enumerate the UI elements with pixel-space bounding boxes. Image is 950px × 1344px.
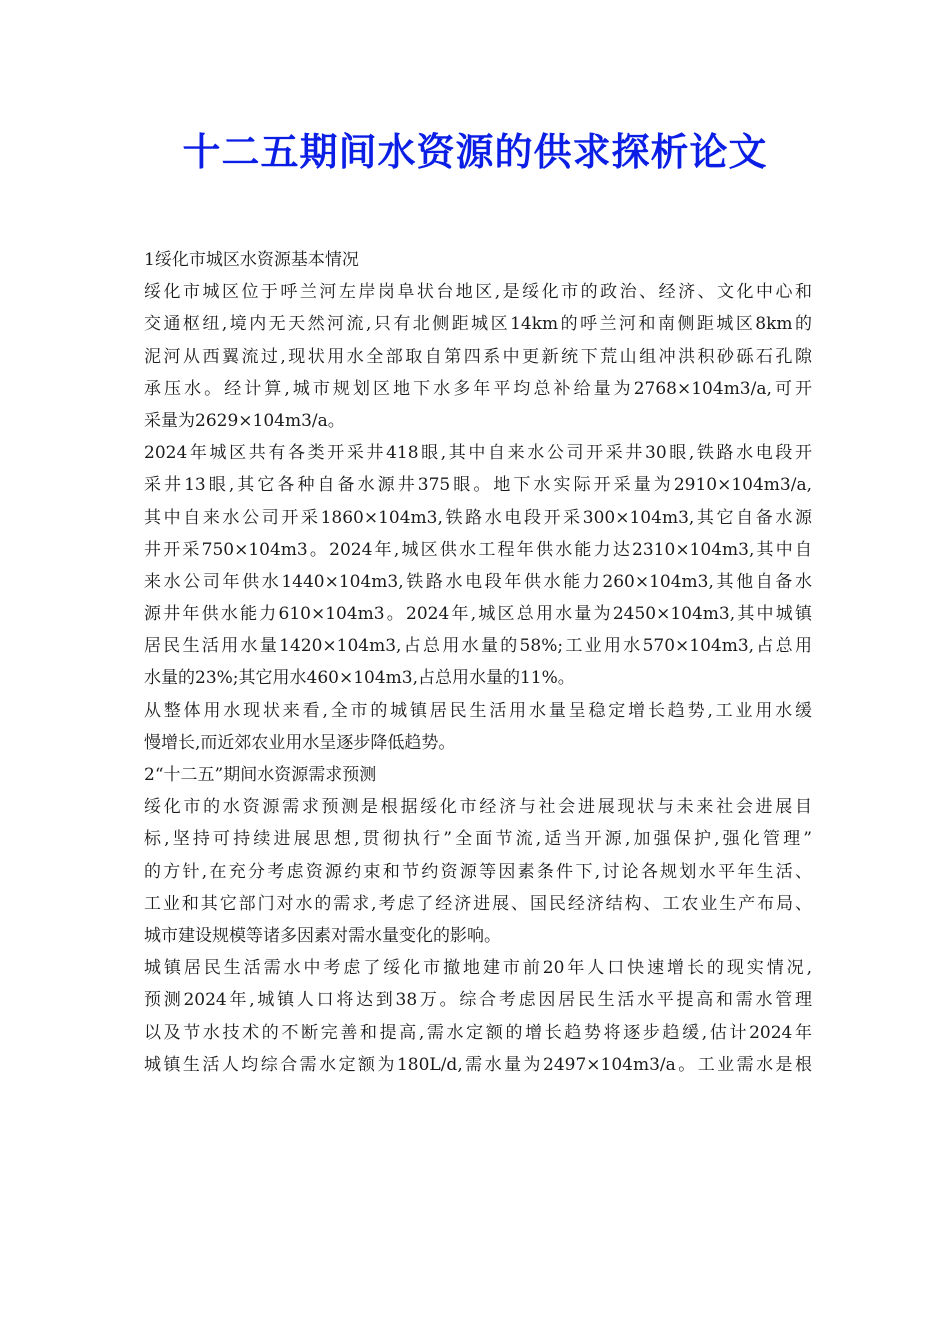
body-line: 城镇居民生活需水中考虑了绥化市撤地建市前20年人口快速增长的现实情况, xyxy=(144,958,812,979)
body-line: 工业和其它部门对水的需求,考虑了经济进展、国民经济结构、工农业生产布局、 xyxy=(144,893,812,914)
body-line: 来水公司年供水1440×104m3,铁路水电段年供水能力260×104m3,其他自备水 xyxy=(144,571,812,592)
body-line: 其中自来水公司开采1860×104m3,铁路水电段开采300×104m3,其它自备水源 xyxy=(144,507,812,528)
body-line: 标,坚持可持续进展思想,贯彻执行”全面节流,适当开源,加强保护,强化管理” xyxy=(144,829,812,850)
body-line: 1绥化市城区水资源基本情况 xyxy=(144,250,359,270)
body-line: 居民生活用水量1420×104m3,占总用水量的58%;工业用水570×104m3,占总用 xyxy=(144,636,812,657)
body-line: 以及节水技术的不断完善和提高,需水定额的增长趋势将逐步趋缓,估计2024年 xyxy=(144,1022,812,1043)
body-line: 井开采750×104m3。2024年,城区供水工程年供水能力达2310×104m3,其中自 xyxy=(144,539,812,560)
body-line: 2024年城区共有各类开采井418眼,其中自来水公司开采井30眼,铁路水电段开 xyxy=(144,443,812,464)
body-line: 城镇生活人均综合需水定额为180L/d,需水量为2497×104m3/a。工业需水是根 xyxy=(144,1054,812,1075)
body-line: 城市建设规模等诸多因素对需水量变化的影响。 xyxy=(144,925,501,946)
body-line: 绥化市城区位于呼兰河左岸岗阜状台地区,是绥化市的政治、经济、文化中心和 xyxy=(144,282,812,303)
body-line: 2“十二五”期间水资源需求预测 xyxy=(144,765,377,785)
body-line: 慢增长,而近郊农业用水呈逐步降低趋势。 xyxy=(144,732,456,753)
body-line: 从整体用水现状来看,全市的城镇居民生活用水量呈稳定增长趋势,工业用水缓 xyxy=(144,700,812,721)
body-line: 采井13眼,其它各种自备水源井375眼。地下水实际开采量为2910×104m3/a, xyxy=(144,475,812,496)
body-line: 水量的23%;其它用水460×104m3,占总用水量的11%。 xyxy=(144,668,575,689)
document-body xyxy=(144,244,812,1081)
body-line: 泥河从西翼流过,现状用水全部取自第四系中更新统下荒山组冲洪积砂砾石孔隙 xyxy=(144,346,812,367)
body-line: 承压水。经计算,城市规划区地下水多年平均总补给量为2768×104m3/a,可开 xyxy=(144,378,812,399)
document-title: 十二五期间水资源的供求探析论文 xyxy=(182,130,768,174)
body-line: 的方针,在充分考虑资源约束和节约资源等因素条件下,讨论各规划水平年生活、 xyxy=(144,861,812,882)
body-line: 交通枢纽,境内无天然河流,只有北侧距城区14km的呼兰河和南侧距城区8km的 xyxy=(144,314,812,335)
body-line: 绥化市的水资源需求预测是根据绥化市经济与社会进展现状与未来社会进展目 xyxy=(144,797,812,818)
body-line: 源井年供水能力610×104m3。2024年,城区总用水量为2450×104m3,其中城镇 xyxy=(144,604,812,625)
body-line: 采量为2629×104m3/a。 xyxy=(144,410,345,431)
body-line: 预测2024年,城镇人口将达到38万。综合考虑因居民生活水平提高和需水管理 xyxy=(144,990,812,1011)
